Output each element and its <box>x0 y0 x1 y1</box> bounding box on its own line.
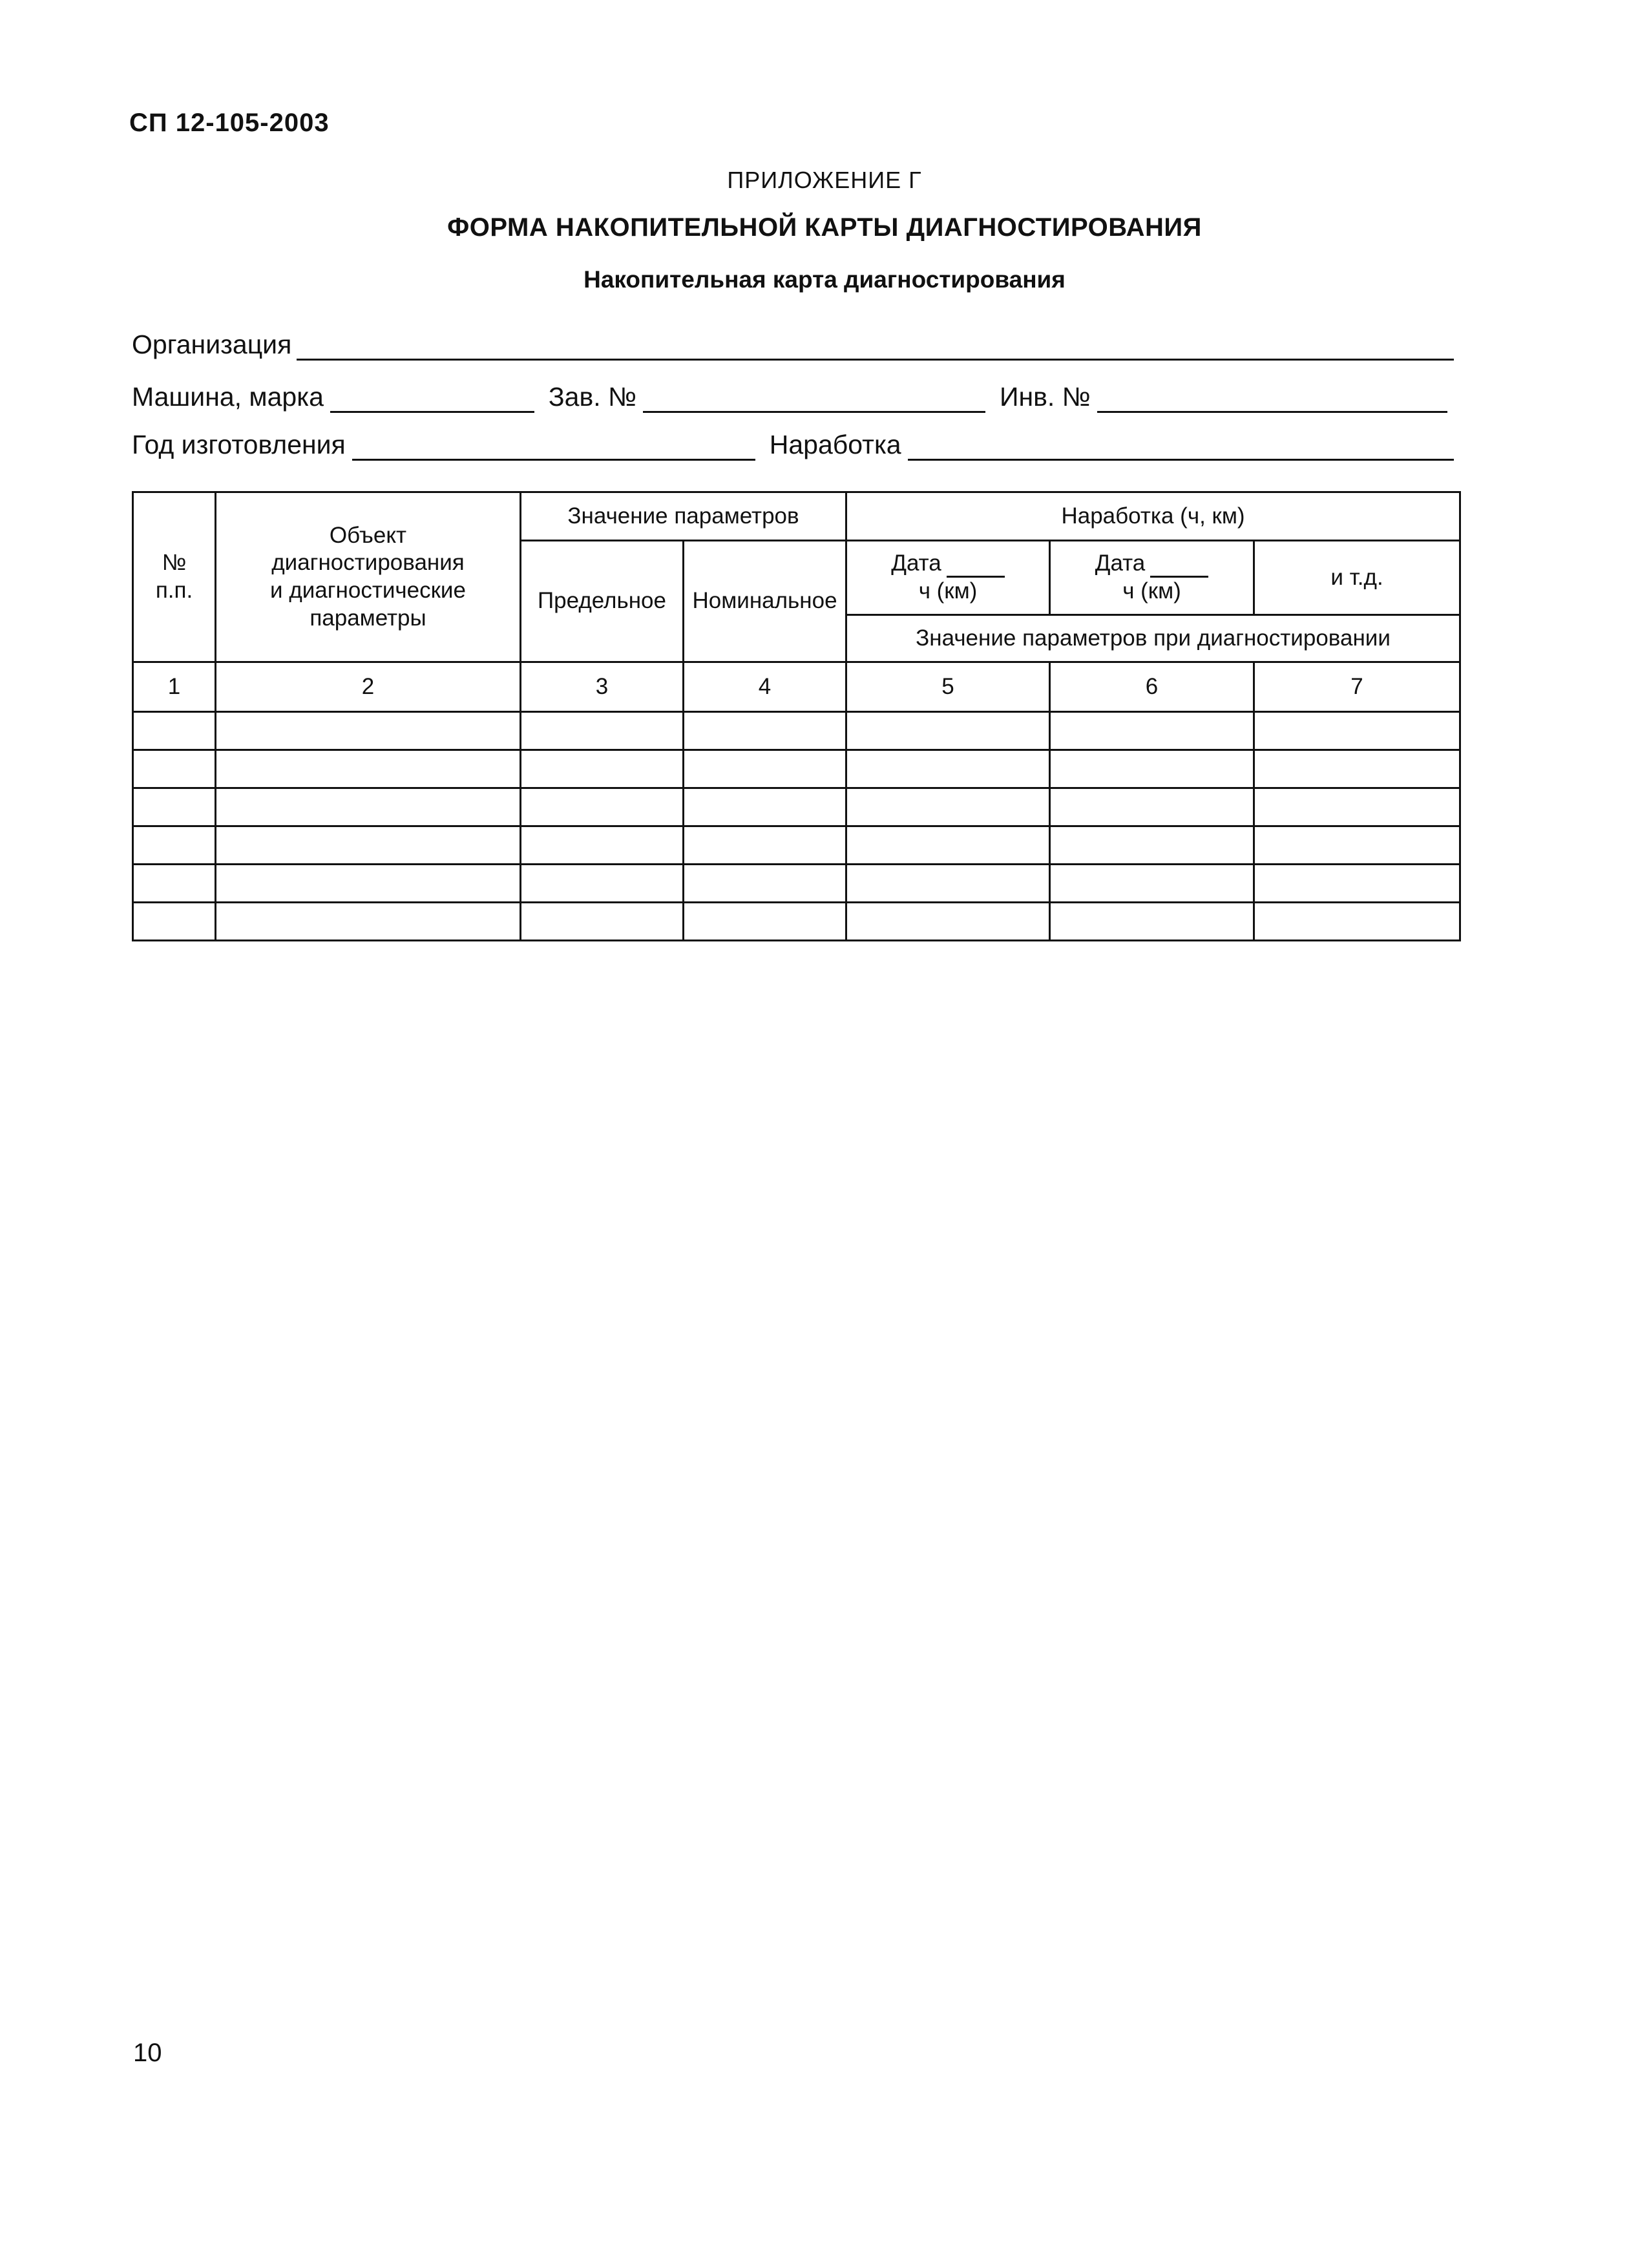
organization-label: Организация <box>132 330 292 359</box>
table-cell[interactable] <box>846 750 1050 788</box>
table-cell[interactable] <box>1254 826 1460 865</box>
table-cell[interactable] <box>684 865 846 903</box>
table-row <box>133 712 1460 750</box>
column-number-row <box>133 662 1460 712</box>
table-cell[interactable] <box>684 712 846 750</box>
factory-no-label: Зав. № <box>548 382 636 412</box>
header-date-2 <box>1050 541 1254 615</box>
column-number: 4 <box>684 662 846 712</box>
table-cell[interactable] <box>216 750 521 788</box>
table-cell[interactable] <box>846 865 1050 903</box>
column-number: 1 <box>133 662 216 712</box>
operating-time-label: Наработка <box>769 430 901 459</box>
column-number: 2 <box>216 662 521 712</box>
operating-time-field[interactable] <box>908 432 1454 461</box>
table-cell[interactable] <box>521 865 684 903</box>
table-cell[interactable] <box>133 826 216 865</box>
table-row <box>133 788 1460 826</box>
table-cell[interactable] <box>1254 865 1460 903</box>
table-cell[interactable] <box>1050 826 1254 865</box>
table-cell[interactable] <box>216 712 521 750</box>
table-cell[interactable] <box>1050 788 1254 826</box>
date-label: Дата <box>891 551 941 576</box>
date-blank[interactable] <box>1150 556 1208 578</box>
header-limit: Предельное <box>521 541 684 662</box>
year-made-label: Год изготовления <box>132 430 346 459</box>
table-row <box>133 865 1460 903</box>
header-object-line: параметры <box>310 605 426 631</box>
hours-km-label: ч (км) <box>1122 578 1181 604</box>
table-cell[interactable] <box>133 788 216 826</box>
table-cell[interactable] <box>684 788 846 826</box>
table-cell[interactable] <box>216 903 521 941</box>
table-cell[interactable] <box>521 750 684 788</box>
table-cell[interactable] <box>1050 712 1254 750</box>
table-cell[interactable] <box>684 750 846 788</box>
organization-field[interactable] <box>297 331 1454 361</box>
table-cell[interactable] <box>133 865 216 903</box>
header-object <box>216 492 521 662</box>
table-cell[interactable] <box>133 903 216 941</box>
card-title: Накопительная карта диагностирования <box>583 266 1066 293</box>
machine-brand-field[interactable] <box>330 384 534 413</box>
table-cell[interactable] <box>216 826 521 865</box>
header-object-line: диагностирования <box>271 550 465 576</box>
date-label: Дата <box>1095 551 1146 576</box>
document-code: СП 12-105-2003 <box>129 109 330 137</box>
table-cell[interactable] <box>1050 865 1254 903</box>
factory-no-field[interactable] <box>643 384 985 413</box>
header-nominal: Номинальное <box>684 541 846 662</box>
header-object-line: Объект <box>329 522 407 548</box>
header-param-values: Значение параметров <box>521 492 846 541</box>
date-blank[interactable] <box>947 556 1005 578</box>
machine-line <box>132 377 1454 413</box>
column-number: 3 <box>521 662 684 712</box>
column-number: 7 <box>1254 662 1460 712</box>
table-cell[interactable] <box>684 903 846 941</box>
table-cell[interactable] <box>521 903 684 941</box>
column-number: 6 <box>1050 662 1254 712</box>
table-cell[interactable] <box>846 712 1050 750</box>
diagnostic-table <box>132 491 1461 941</box>
page-number: 10 <box>133 2039 162 2067</box>
table-cell[interactable] <box>846 903 1050 941</box>
organization-line <box>132 324 1454 361</box>
appendix-label: ПРИЛОЖЕНИЕ Г <box>727 167 922 193</box>
table-cell[interactable] <box>133 712 216 750</box>
table-cell[interactable] <box>216 788 521 826</box>
year-made-field[interactable] <box>352 432 755 461</box>
table-cell[interactable] <box>521 712 684 750</box>
table-cell[interactable] <box>846 826 1050 865</box>
table-cell[interactable] <box>1050 903 1254 941</box>
table-cell[interactable] <box>133 750 216 788</box>
table-row <box>133 750 1460 788</box>
header-date-1 <box>846 541 1050 615</box>
table-row <box>133 903 1460 941</box>
table-cell[interactable] <box>846 788 1050 826</box>
form-title: ФОРМА НАКОПИТЕЛЬНОЙ КАРТЫ ДИАГНОСТИРОВАНИЯ <box>447 213 1202 242</box>
table-cell[interactable] <box>1254 903 1460 941</box>
table-cell[interactable] <box>216 865 521 903</box>
table-cell[interactable] <box>1254 750 1460 788</box>
table-cell[interactable] <box>521 826 684 865</box>
machine-brand-label: Машина, марка <box>132 382 324 412</box>
table-cell[interactable] <box>1050 750 1254 788</box>
hours-km-label: ч (км) <box>918 578 978 604</box>
table-cell[interactable] <box>1254 788 1460 826</box>
table-cell[interactable] <box>521 788 684 826</box>
year-line <box>132 425 1454 461</box>
header-object-line: и диагностические <box>270 578 466 603</box>
header-operating-time: Наработка (ч, км) <box>846 492 1460 541</box>
column-number: 5 <box>846 662 1050 712</box>
table-cell[interactable] <box>1254 712 1460 750</box>
inventory-no-label: Инв. № <box>1000 382 1091 412</box>
table-cell[interactable] <box>684 826 846 865</box>
inventory-no-field[interactable] <box>1097 384 1447 413</box>
header-diag-values: Значение параметров при диагностировании <box>846 615 1460 662</box>
table-row <box>133 826 1460 865</box>
header-etc: и т.д. <box>1254 541 1460 615</box>
header-row-number: № п.п. <box>133 492 216 662</box>
